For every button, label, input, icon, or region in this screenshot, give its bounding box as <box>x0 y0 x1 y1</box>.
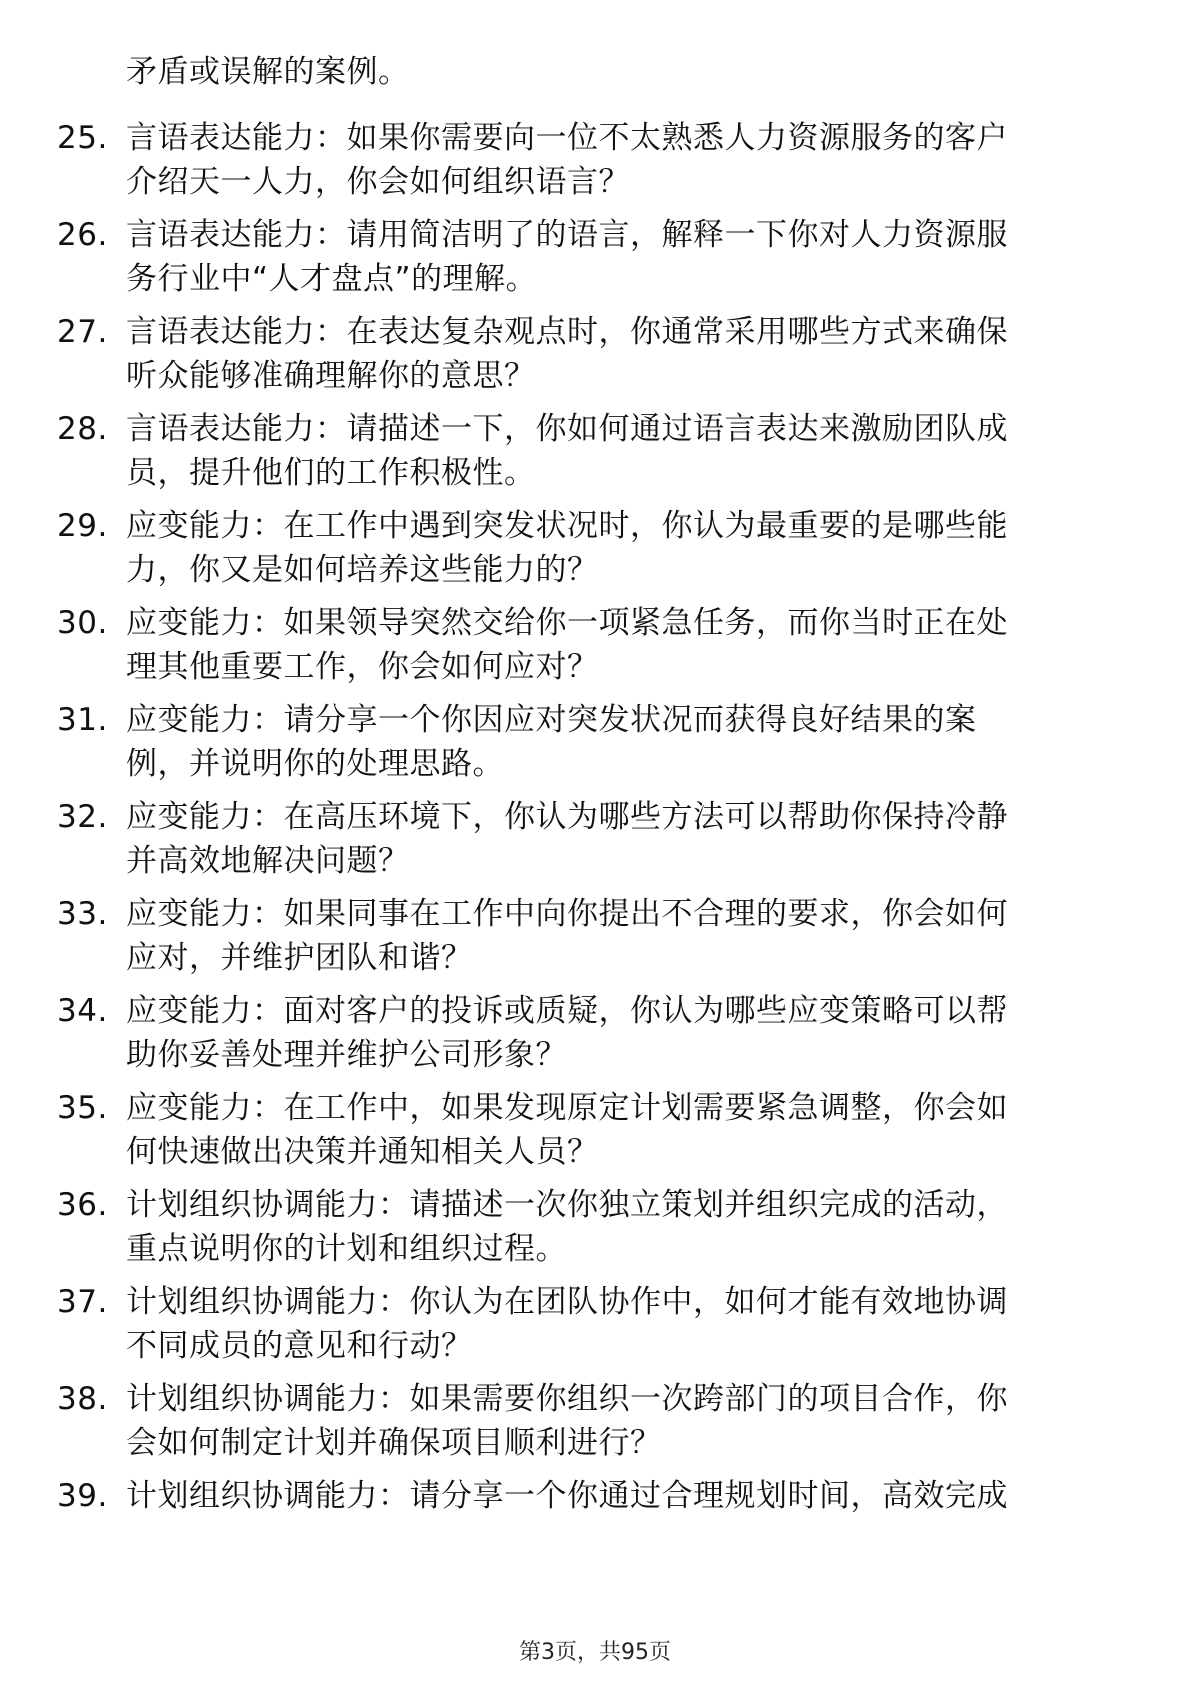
question-text: 言语表达能力：在表达复杂观点时，你通常采用哪些方式来确保 听众能够准确理解你的意思？ <box>126 314 1008 394</box>
question-number: 31. <box>57 702 108 738</box>
question-number: 35. <box>57 1090 108 1126</box>
question-item <box>0 504 1190 601</box>
question-number: 38. <box>57 1381 108 1417</box>
question-item <box>0 698 1190 795</box>
page-footer: 第3页，共95页 <box>519 1640 671 1665</box>
continuation-text: 矛盾或误解的案例。 <box>126 54 410 90</box>
question-item <box>0 892 1190 989</box>
question-number: 30. <box>57 605 108 641</box>
question-number: 37. <box>57 1284 108 1320</box>
question-item <box>0 1474 1190 1571</box>
question-text: 言语表达能力：如果你需要向一位不太熟悉人力资源服务的客户 介绍天一人力，你会如何组织语言？ <box>126 120 1008 200</box>
question-text: 计划组织协调能力：如果需要你组织一次跨部门的项目合作，你 会如何制定计划并确保项目顺利进行？ <box>126 1381 1008 1461</box>
question-text: 言语表达能力：请用简洁明了的语言，解释一下你对人力资源服 务行业中“人才盘点”的理解。 <box>126 217 1008 297</box>
question-text: 应变能力：如果同事在工作中向你提出不合理的要求，你会如何 应对，并维护团队和谐？ <box>126 896 1008 976</box>
question-number: 36. <box>57 1187 108 1223</box>
question-number: 26. <box>57 217 108 253</box>
question-text: 应变能力：在工作中，如果发现原定计划需要紧急调整，你会如 何快速做出决策并通知相关人员？ <box>126 1090 1008 1170</box>
question-item <box>0 795 1190 892</box>
question-item <box>0 1183 1190 1280</box>
question-item <box>0 1377 1190 1474</box>
question-item <box>0 1280 1190 1377</box>
question-text: 计划组织协调能力：请描述一次你独立策划并组织完成的活动， 重点说明你的计划和组织过程。 <box>126 1187 1008 1267</box>
question-list <box>0 116 1190 1571</box>
question-number: 29. <box>57 508 108 544</box>
question-number: 39. <box>57 1478 108 1514</box>
question-item <box>0 213 1190 310</box>
question-number: 33. <box>57 896 108 932</box>
question-text: 言语表达能力：请描述一下，你如何通过语言表达来激励团队成 员，提升他们的工作积极性。 <box>126 411 1008 491</box>
question-text: 应变能力：在工作中遇到突发状况时，你认为最重要的是哪些能 力，你又是如何培养这些能力的？ <box>126 508 1008 588</box>
question-text: 计划组织协调能力：你认为在团队协作中，如何才能有效地协调 不同成员的意见和行动？ <box>126 1284 1008 1364</box>
question-item <box>0 601 1190 698</box>
question-text: 应变能力：面对客户的投诉或质疑，你认为哪些应变策略可以帮 助你妥善处理并维护公司形象？ <box>126 993 1008 1073</box>
question-item <box>0 407 1190 504</box>
question-item <box>0 116 1190 213</box>
question-item <box>0 1086 1190 1183</box>
question-item <box>0 989 1190 1086</box>
question-text: 应变能力：在高压环境下，你认为哪些方法可以帮助你保持冷静 并高效地解决问题？ <box>126 799 1008 879</box>
question-number: 32. <box>57 799 108 835</box>
question-number: 27. <box>57 314 108 350</box>
question-text: 计划组织协调能力：请分享一个你通过合理规划时间，高效完成 <box>126 1478 1008 1514</box>
question-text: 应变能力：请分享一个你因应对突发状况而获得良好结果的案 例，并说明你的处理思路。 <box>126 702 977 782</box>
question-item <box>0 310 1190 407</box>
question-text: 应变能力：如果领导突然交给你一项紧急任务，而你当时正在处 理其他重要工作，你会如何应对？ <box>126 605 1008 685</box>
question-number: 34. <box>57 993 108 1029</box>
question-number: 25. <box>57 120 108 156</box>
question-number: 28. <box>57 411 108 447</box>
